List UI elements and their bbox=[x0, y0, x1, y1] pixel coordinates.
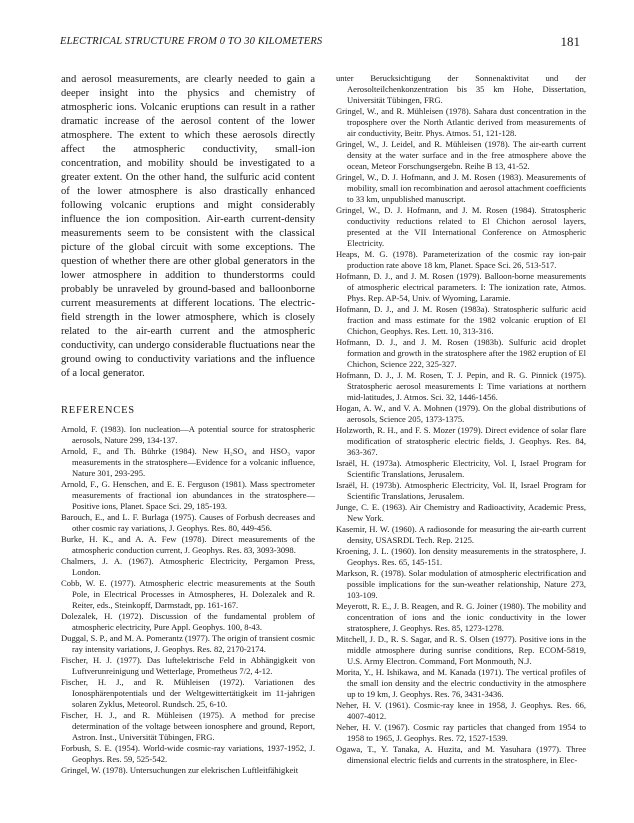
reference-entry: Kasemir, H. W. (1960). A radiosonde for measuring the air-earth current density, USASRDL Tech. Rep. 2125. bbox=[336, 524, 586, 545]
reference-entry: Kroening, J. L. (1960). Ion density measurements in the stratosphere, J. Geophys. Res. 65, 145-151. bbox=[336, 546, 586, 567]
reference-entry: Dolezalek, H. (1972). Discussion of the fundamental problem of atmospheric electricity, Pure Appl. Geophys. 100, 8-43. bbox=[61, 611, 315, 632]
references-heading: REFERENCES bbox=[61, 405, 135, 416]
reference-entry: Fischer, H. J. (1977). Das luftelektrische Feld in Abhängigkeit von Luftverunreinigung und Wetterlage, Prometheus 7/2, 4-12. bbox=[61, 655, 315, 676]
reference-entry: Hofmann, D. J., and J. M. Rosen (1979). Balloon-borne measurements of atmospheric electrical parameters. I: The ionization rate, Atmos. Phys. Rep. AP-54, Univ. of Wyoming, Laramie. bbox=[336, 271, 586, 303]
reference-entry: Hofmann, D. J., J. M. Rosen, T. J. Pepin, and R. G. Pinnick (1975). Stratospheric aerosol measurements I: Time variations at northern mid-latitudes, J. Atmos. Sci. 32, 1446-1456. bbox=[336, 370, 586, 402]
reference-entry: Neher, H. V. (1961). Cosmic-ray knee in 1958, J. Geophys. Res. 66, 4007-4012. bbox=[336, 700, 586, 721]
reference-entry: Gringel, W., D. J. Hofmann, and J. M. Rosen (1983). Measurements of mobility, small ion recombination and aerosol attachment coefficients to 33 km, unpublished manuscript. bbox=[336, 172, 586, 204]
reference-entry: Holzworth, R. H., and F. S. Mozer (1979). Direct evidence of solar flare modification of stratospheric electric fields, J. Geophys. Res. 84, 363-367. bbox=[336, 425, 586, 457]
reference-entry: Markson, R. (1978). Solar modulation of atmospheric electrification and possible implications for the sun-weather relationship, Nature 273, 103-109. bbox=[336, 568, 586, 600]
reference-entry: Duggal, S. P., and M. A. Pomerantz (1977). The origin of transient cosmic ray intensity variations, J. Geophys. Res. 82, 2170-2174. bbox=[61, 633, 315, 654]
reference-entry: Junge, C. E. (1963). Air Chemistry and Radioactivity, Academic Press, New York. bbox=[336, 502, 586, 523]
reference-entry: Forbush, S. E. (1954). World-wide cosmic-ray variations, 1937-1952, J. Geophys. Res. 59, 525-542. bbox=[61, 743, 315, 764]
reference-entry: Hofmann, D. J., and J. M. Rosen (1983a). Stratospheric sulfuric acid fraction and mass estimate for the 1982 volcanic eruption of El Chichon, Geophys. Res. Lett. 10, 313-316. bbox=[336, 304, 586, 336]
reference-entry: Israël, H. (1973b). Atmospheric Electricity, Vol. II, Israel Program for Scientific Translations, Jerusalem. bbox=[336, 480, 586, 501]
references-list-left bbox=[61, 424, 315, 776]
reference-entry: Arnold, F., and Th. Bührke (1984). New H₂SO₄ and HSO₃ vapor measurements in the stratosphere—Evidence for a volcanic influence, Nature 301, 293-295. bbox=[61, 446, 315, 478]
reference-entry: Gringel, W., J. Leidel, and R. Mühleisen (1978). The air-earth current density at the water surface and in the free atmosphere above the ocean, Meteor Forschungsergebn. Reihe B 13, 41-52. bbox=[336, 139, 586, 171]
reference-entry: Barouch, E., and L. F. Burlaga (1975). Causes of Forbush decreases and other cosmic ray variations, J. Geophys. Res. 80, 449-456. bbox=[61, 512, 315, 533]
reference-entry: Fischer, H. J., and R. Mühleisen (1975). A method for precise determination of the voltage between ionosphere and ground, Report, Astron. Inst., Universität Tübingen, FRG. bbox=[61, 710, 315, 742]
body-paragraph: and aerosol measurements, are clearly needed to gain a deeper insight into the physics and chemistry of atmospheric ions. Volcanic eruptions can result in a rather dramatic increase of the aerosol content of the lower atmosphere. The extent to which these aerosols directly affect the atmospheric conductivity, small-ion concentration, and mobility should be investigated to a greater extent. On the other hand, the sulfuric acid content of the lower atmosphere is also drastically enhanced following volcanic eruptions and might considerably influence the ion composition. Air-earth current-density measurements seem to be consistent with the classical picture of the global circuit with some exceptions. The question of whether there are other global generators in the lower atmosphere in addition to thunderstorms could probably be unraveled by ground-based and balloonborne current measurements at different locations. The electric-field strength in the lower atmosphere, which is closely related to the air-earth current and the atmospheric conductivity, can undergo considerable fluctuations near the ground owing to conductivity variations and the influence of a local generator. bbox=[61, 74, 315, 379]
reference-entry: Mitchell, J. D., R. S. Sagar, and R. S. Olsen (1977). Positive ions in the middle atmosphere during sunrise conditions, Rep. ECOM-5819, U.S. Army Electron. Command, Fort Monmouth, N.J. bbox=[336, 634, 586, 666]
reference-entry: unter Berucksichtigung der Sonnenaktivitat und der Aerosolteilchenkonzentration bis 35 km Hohe, Dissertation, Universität Tübingen, FRG. bbox=[336, 73, 586, 105]
reference-entry: Heaps, M. G. (1978). Parameterization of the cosmic ray ion-pair production rate above 18 km, Planet. Space Sci. 26, 513-517. bbox=[336, 249, 586, 270]
reference-entry: Burke, H. K., and A. A. Few (1978). Direct measurements of the atmospheric conduction current, J. Geophys. Res. 83, 3093-3098. bbox=[61, 534, 315, 555]
reference-entry: Gringel, W. (1978). Untersuchungen zur elekrischen Luftleitfähigkeit bbox=[61, 765, 299, 775]
reference-entry: Hofmann, D. J., and J. M. Rosen (1983b). Sulfuric acid droplet formation and growth in the stratosphere after the 1982 eruption of El Chichon, Science 222, 325-327. bbox=[336, 337, 586, 369]
page-number: 181 bbox=[560, 34, 580, 49]
left-column bbox=[61, 73, 315, 776]
reference-entry: Gringel, W., D. J. Hofmann, and J. M. Rosen (1984). Stratospheric conductivity reductions related to El Chichon aerosol layers, presented at the VII International Conference on Atmospheric Electricity. bbox=[336, 205, 586, 248]
reference-entry: Morita, Y., H. Ishikawa, and M. Kanada (1971). The vertical profiles of the small ion density and the electric conductivity in the atmosphere up to 19 km, J. Geophys. Res. 76, 3431-3436. bbox=[336, 667, 586, 699]
reference-entry: Hogan, A. W., and V. A. Mohnen (1979). On the global distributions of aerosols, Science 205, 1373-1375. bbox=[336, 403, 586, 424]
reference-entry: Meyerott, R. E., J. B. Reagen, and R. G. Joiner (1980). The mobility and concentration of ions and the ionic conductivity in the lower stratosphere, J. Geophys. Res. 85, 1273-1278. bbox=[336, 601, 586, 633]
reference-entry: Israël, H. (1973a). Atmospheric Electricity, Vol. I, Israel Program for Scientific Translations, Jerusalem. bbox=[336, 458, 586, 479]
reference-entry: Cobb, W. E. (1977). Atmospheric electric measurements at the South Pole, in Electrical Processes in Atmospheres, H. Dolezalek and R. Reiter, eds., Steinkopff, Darmstadt, pp. 161-167. bbox=[61, 578, 315, 610]
reference-entry: Fischer, H. J., and R. Mühleisen (1972). Variationen des Ionosphärenpotentials und der Weltgewittertätigkeit im 11-jahrigen solaren Zyklus, Meteorol. Rundsch. 25, 6-10. bbox=[61, 677, 315, 709]
right-column bbox=[336, 73, 586, 766]
reference-entry: Neher, H. V. (1967). Cosmic ray particles that changed from 1954 to 1958 to 1965, J. Geophys. Res. 72, 1527-1539. bbox=[336, 722, 586, 743]
references-list-right bbox=[336, 73, 586, 766]
reference-entry: Chalmers, J. A. (1967). Atmospheric Electricity, Pergamon Press, London. bbox=[61, 556, 315, 577]
reference-entry: Ogawa, T., Y. Tanaka, A. Huzita, and M. Yasuhara (1977). Three dimensional electric fields and currents in the stratosphere, in Elec- bbox=[336, 744, 586, 765]
reference-entry: Gringel, W., and R. Mühleisen (1978). Sahara dust concentration in the troposphere over the North Atlantic derived from measurements of air conductivity, Beitr. Phys. Atmos. 51, 121-128. bbox=[336, 106, 586, 138]
reference-entry: Arnold, F. (1983). Ion nucleation—A potential source for stratospheric aerosols, Nature 299, 134-137. bbox=[61, 424, 315, 445]
reference-entry: Arnold, F., G. Henschen, and E. E. Ferguson (1981). Mass spectrometer measurements of fractional ion abundances in the stratosphere—Positive ions, Planet. Space Sci. 29, 185-193. bbox=[61, 479, 315, 511]
running-head: ELECTRICAL STRUCTURE FROM 0 TO 30 KILOMETERS bbox=[60, 36, 323, 47]
